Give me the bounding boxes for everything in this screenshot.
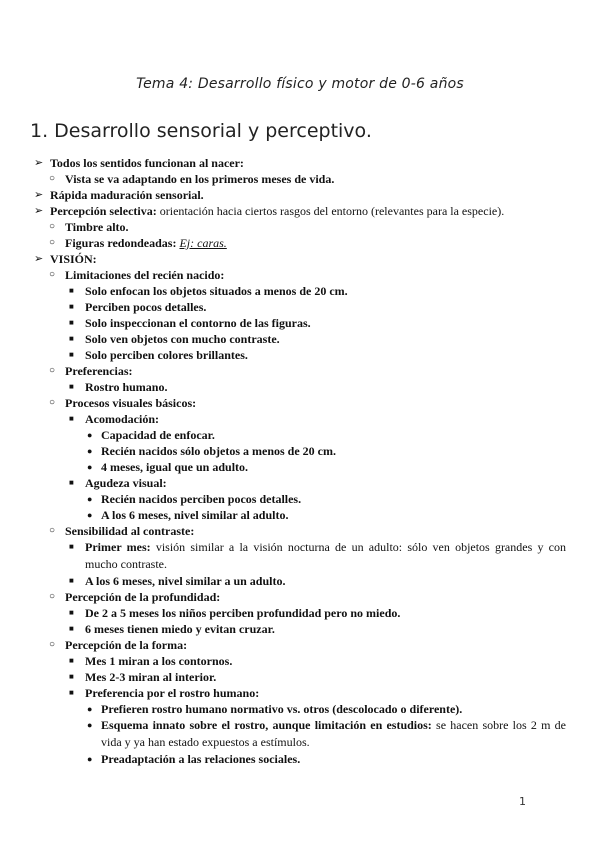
outline-item xyxy=(69,299,207,315)
item-bold-text: Mes 2-3 miran al interior. xyxy=(85,670,217,684)
item-bold-text: A los 6 meses, nivel similar a un adulto. xyxy=(85,574,286,588)
item-bold-text: Percepción de la profundidad: xyxy=(65,590,221,604)
outline-item xyxy=(69,605,401,621)
item-bold-text: Solo ven objetos con mucho contraste. xyxy=(85,332,280,346)
outline-item xyxy=(87,507,289,523)
item-bold-text: Esquema innato sobre el rostro, aunque limitación en estudios: xyxy=(101,718,432,732)
outline-item xyxy=(69,331,280,347)
item-bold-text: Todos los sentidos funcionan al nacer: xyxy=(50,156,244,170)
outline-item xyxy=(87,427,215,443)
square-bullet-icon: ■ xyxy=(69,414,74,423)
circle-bullet-icon: ○ xyxy=(49,269,56,280)
square-bullet-icon: ■ xyxy=(69,318,74,327)
item-bold-text: Vista se va adaptando en los primeros meses de vida. xyxy=(65,172,335,186)
item-bold-text: Recién nacidos perciben pocos detalles. xyxy=(101,492,302,506)
item-bold-text: Perciben pocos detalles. xyxy=(85,300,207,314)
example-link[interactable]: Ej: caras. xyxy=(179,236,227,250)
outline-item xyxy=(87,701,463,717)
square-bullet-icon: ■ xyxy=(69,688,74,697)
square-bullet-icon: ■ xyxy=(69,576,74,585)
item-bold-text: Prefieren rostro humano normativo vs. otros (descolocado o diferente). xyxy=(101,702,463,716)
item-bold-text: Percepción selectiva: xyxy=(50,204,157,218)
dot-bullet-icon: ● xyxy=(87,494,93,504)
outline-item xyxy=(34,203,505,219)
page-title: Tema 4: Desarrollo físico y motor de 0-6 años xyxy=(136,76,464,92)
item-bold-text: De 2 a 5 meses los niños perciben profundidad pero no miedo. xyxy=(85,606,401,620)
outline-item xyxy=(49,171,335,187)
item-bold-text: 6 meses tienen miedo y evitan cruzar. xyxy=(85,622,275,636)
square-bullet-icon: ■ xyxy=(69,382,74,391)
outline-item xyxy=(49,637,188,653)
item-bold-text: Agudeza visual: xyxy=(85,476,167,490)
dot-bullet-icon: ● xyxy=(87,462,93,472)
section-heading: 1. Desarrollo sensorial y perceptivo. xyxy=(30,120,372,142)
item-bold-text: 4 meses, igual que un adulto. xyxy=(101,460,249,474)
outline-item xyxy=(69,539,566,573)
item-bold-text: Preferencia por el rostro humano: xyxy=(85,686,260,700)
dot-bullet-icon: ● xyxy=(87,720,93,730)
item-text: visión similar a la visión nocturna de un adulto: sólo ven objetos grandes y con mucho contraste. xyxy=(85,540,566,571)
outline-item xyxy=(87,443,336,459)
outline-item xyxy=(69,283,348,299)
outline-item xyxy=(69,573,286,589)
circle-bullet-icon: ○ xyxy=(49,221,56,232)
outline-item xyxy=(69,685,260,701)
item-bold-text: Mes 1 miran a los contornos. xyxy=(85,654,233,668)
outline-item xyxy=(69,475,167,491)
outline-item xyxy=(34,251,97,267)
item-bold-text: Rápida maduración sensorial. xyxy=(50,188,204,202)
item-bold-text: Timbre alto. xyxy=(65,220,129,234)
square-bullet-icon: ■ xyxy=(69,334,74,343)
arrow-bullet-icon: ➢ xyxy=(34,253,44,265)
square-bullet-icon: ■ xyxy=(69,672,74,681)
outline-item xyxy=(49,363,133,379)
square-bullet-icon: ■ xyxy=(69,624,74,633)
dot-bullet-icon: ● xyxy=(87,704,93,714)
circle-bullet-icon: ○ xyxy=(49,591,56,602)
item-bold-text: Limitaciones del recién nacido: xyxy=(65,268,225,282)
dot-bullet-icon: ● xyxy=(87,446,93,456)
outline-item xyxy=(87,717,566,751)
square-bullet-icon: ■ xyxy=(69,542,74,551)
outline-item xyxy=(69,411,159,427)
outline-item xyxy=(49,589,221,605)
item-bold-text: Figuras redondeadas: xyxy=(65,236,177,250)
item-bold-text: A los 6 meses, nivel similar al adulto. xyxy=(101,508,289,522)
arrow-bullet-icon: ➢ xyxy=(34,157,44,169)
item-bold-text: VISIÓN: xyxy=(50,252,97,266)
outline-item xyxy=(69,669,217,685)
outline-item xyxy=(49,219,129,235)
outline-item xyxy=(87,491,302,507)
outline-item xyxy=(69,621,275,637)
dot-bullet-icon: ● xyxy=(87,510,93,520)
item-bold-text: Solo enfocan los objetos situados a menos de 20 cm. xyxy=(85,284,348,298)
item-bold-text: Percepción de la forma: xyxy=(65,638,188,652)
outline-item xyxy=(69,347,248,363)
item-bold-text: Capacidad de enfocar. xyxy=(101,428,215,442)
item-bold-text: Preadaptación a las relaciones sociales. xyxy=(101,752,301,766)
item-bold-text: Procesos visuales básicos: xyxy=(65,396,197,410)
item-bold-text: Acomodación: xyxy=(85,412,159,426)
square-bullet-icon: ■ xyxy=(69,656,74,665)
outline-item xyxy=(69,315,311,331)
square-bullet-icon: ■ xyxy=(69,478,74,487)
circle-bullet-icon: ○ xyxy=(49,173,56,184)
square-bullet-icon: ■ xyxy=(69,350,74,359)
outline-item xyxy=(49,267,225,283)
item-bold-text: Solo inspeccionan el contorno de las figuras. xyxy=(85,316,311,330)
outline-item xyxy=(69,653,233,669)
circle-bullet-icon: ○ xyxy=(49,639,56,650)
dot-bullet-icon: ● xyxy=(87,430,93,440)
outline-item xyxy=(69,379,168,395)
square-bullet-icon: ■ xyxy=(69,302,74,311)
item-bold-text: Primer mes: xyxy=(85,540,151,554)
arrow-bullet-icon: ➢ xyxy=(34,189,44,201)
item-bold-text: Rostro humano. xyxy=(85,380,168,394)
outline-item xyxy=(87,459,249,475)
outline-item xyxy=(87,751,301,767)
item-bold-text: Sensibilidad al contraste: xyxy=(65,524,195,538)
square-bullet-icon: ■ xyxy=(69,608,74,617)
square-bullet-icon: ■ xyxy=(69,286,74,295)
arrow-bullet-icon: ➢ xyxy=(34,205,44,217)
item-bold-text: Preferencias: xyxy=(65,364,133,378)
outline-item xyxy=(49,395,197,411)
circle-bullet-icon: ○ xyxy=(49,525,56,536)
outline-item xyxy=(34,155,244,171)
outline-item xyxy=(49,235,227,251)
page-number: 1 xyxy=(519,795,526,808)
outline-item xyxy=(34,187,204,203)
item-text: orientación hacia ciertos rasgos del entorno (relevantes para la especie). xyxy=(156,204,505,218)
item-bold-text: Solo perciben colores brillantes. xyxy=(85,348,248,362)
item-bold-text: Recién nacidos sólo objetos a menos de 20 cm. xyxy=(101,444,336,458)
circle-bullet-icon: ○ xyxy=(49,237,56,248)
item-text: se hacen sobre los 2 m de vida y ya han estado expuestos a estímulos. xyxy=(101,718,566,749)
circle-bullet-icon: ○ xyxy=(49,365,56,376)
outline-item xyxy=(49,523,195,539)
circle-bullet-icon: ○ xyxy=(49,397,56,408)
dot-bullet-icon: ● xyxy=(87,754,93,764)
